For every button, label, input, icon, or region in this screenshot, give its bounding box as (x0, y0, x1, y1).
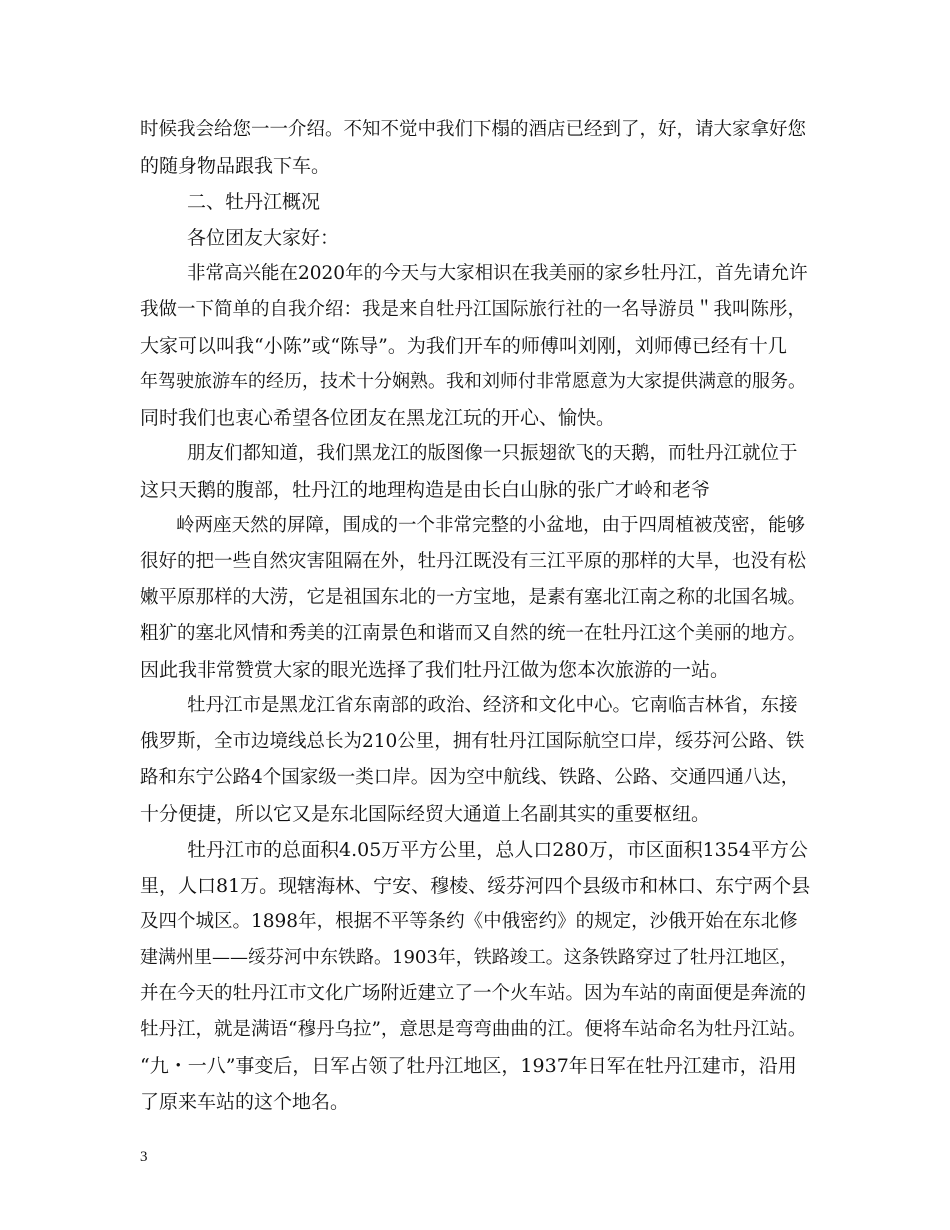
text-line: 这只天鹅的腹部，牡丹江的地理构造是由长白山脉的张广才岭和老爷 (140, 479, 711, 501)
text-line: 牡丹江市的总面积4.05万平方公里，总人口280万，市区面积1354平方公 (187, 839, 808, 861)
text-line: 俄罗斯，全市边境线总长为210公里，拥有牡丹江国际航空口岸，绥芬河公路、铁 (140, 731, 805, 752)
page-number: 3 (140, 1149, 148, 1165)
text-line: 时候我会给您一一介绍。不知不觉中我们下榻的酒店已经到了，好，请大家拿好您 (140, 119, 807, 140)
text-line: 牡丹江，就是满语“穆丹乌拉”，意思是弯弯曲曲的江。便将车站命名为牡丹江站。 (140, 1019, 807, 1040)
text-line: 的随身物品跟我下车。 (140, 155, 331, 177)
text-line: “九・一八”事变后，日军占领了牡丹江地区，1937年日军在牡丹江建市，沿用 (140, 1055, 797, 1077)
text-line: 年驾驶旅游车的经历，技术十分娴熟。我和刘师付非常愿意为大家提供满意的服务。 (140, 371, 806, 392)
text-line: 里，人口81万。现辖海林、宁安、穆棱、绥芬河四个县级市和林口、东宁两个县 (140, 875, 811, 897)
text-line: 因此我非常赞赏大家的眼光选择了我们牡丹江做为您本次旅游的一站。 (140, 659, 730, 681)
text-line: 岭两座天然的屏障，围成的一个非常完整的小盆地，由于四周植被茂密，能够 (176, 515, 806, 536)
section-heading: 二、牡丹江概况 (187, 191, 321, 213)
text-line: 路和东宁公路4个国家级一类口岸。因为空中航线、铁路、公路、交通四通八达， (140, 767, 800, 788)
text-line: 牡丹江市是黑龙江省东南部的政治、经济和文化中心。它南临吉林省，东接 (187, 695, 798, 716)
text-line: 十分便捷，所以它又是东北国际经贸大通道上名副其实的重要枢纽。 (140, 803, 711, 825)
text-line: 建满州里——绥芬河中东铁路。1903年，铁路竣工。这条铁路穿过了牡丹江地区， (140, 947, 798, 968)
text-line: 粗犷的塞北风情和秀美的江南景色和谐而又自然的统一在牡丹江这个美丽的地方。 (140, 623, 807, 644)
text-line: 及四个城区。1898年，根据不平等条约《中俄密约》的规定，沙俄开始在东北修 (140, 911, 798, 932)
text-line: 很好的把一些自然灾害阻隔在外，牡丹江既没有三江平原的那样的大旱，也没有松 (140, 551, 807, 572)
text-line: 大家可以叫我“小陈”或“陈导”。为我们开车的师傅叫刘刚，刘师傅已经有十几 (140, 335, 787, 357)
text-line: 嫩平原那样的大涝，它是祖国东北的一方宝地，是素有塞北江南之称的北国名城。 (140, 587, 807, 608)
text-line: 非常高兴能在2020年的今天与大家相识在我美丽的家乡牡丹江，首先请允许 (187, 263, 808, 284)
text-line: 我做一下简单的自我介绍：我是来自牡丹江国际旅行社的一名导游员＂我叫陈彤， (140, 299, 807, 320)
greeting-line: 各位团友大家好： (187, 227, 340, 249)
text-line: 了原来车站的这个地名。 (140, 1091, 350, 1113)
text-line: 朋友们都知道，我们黑龙江的版图像一只振翅欲飞的天鹅，而牡丹江就位于 (187, 443, 798, 464)
text-line: 同时我们也衷心希望各位团友在黑龙江玩的开心、愉快。 (140, 407, 616, 429)
text-line: 并在今天的牡丹江市文化广场附近建立了一个火车站。因为车站的南面便是奔流的 (140, 983, 807, 1004)
